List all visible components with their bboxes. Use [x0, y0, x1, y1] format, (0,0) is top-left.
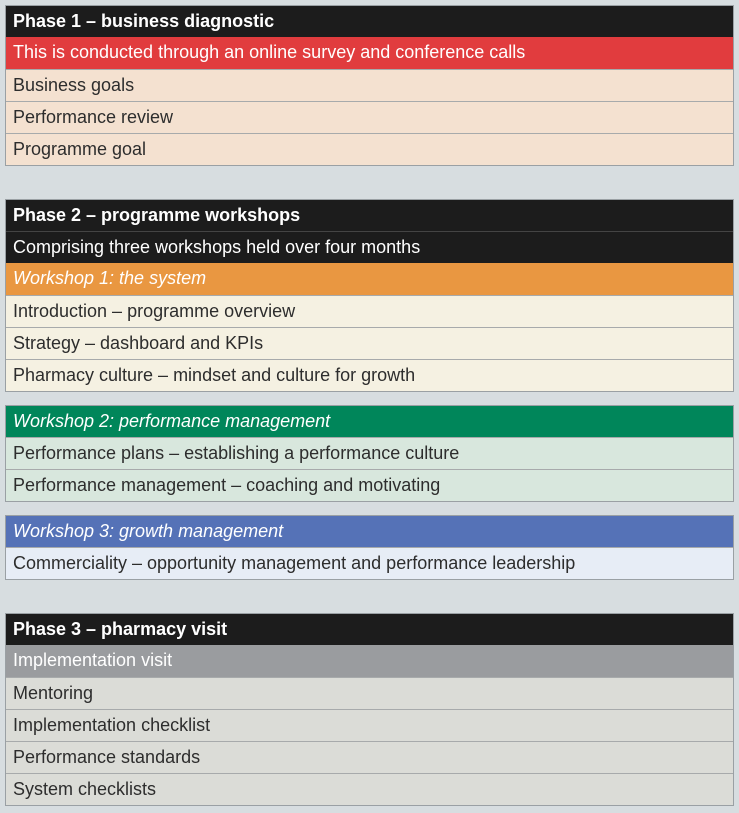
phase-1-item: Business goals: [6, 69, 733, 101]
phase-1-block: [5, 5, 734, 166]
phase-1-title: Phase 1 – business diagnostic: [6, 6, 733, 37]
phase-2-title: Phase 2 – programme workshops: [6, 200, 733, 231]
workshop-1-item: Introduction – programme overview: [6, 295, 733, 327]
phase-3-subtitle: Implementation visit: [6, 645, 733, 677]
phase-3-item: Implementation checklist: [6, 709, 733, 741]
workshop-1-item: Pharmacy culture – mindset and culture for growth: [6, 359, 733, 391]
phase-1-subtitle: This is conducted through an online survey and conference calls: [6, 37, 733, 69]
workshop-3-block: [5, 515, 734, 580]
phase-1-item: Programme goal: [6, 133, 733, 165]
workshop-1-title: Workshop 1: the system: [6, 263, 733, 295]
phase-2-block: [5, 199, 734, 392]
workshop-3-title: Workshop 3: growth management: [6, 516, 733, 547]
workshop-2-title: Workshop 2: performance management: [6, 406, 733, 437]
workshop-1-item: Strategy – dashboard and KPIs: [6, 327, 733, 359]
phase-3-block: [5, 613, 734, 806]
phase-3-item: System checklists: [6, 773, 733, 805]
workshop-3-item: Commerciality – opportunity management and performance leadership: [6, 547, 733, 579]
phase-2-subtitle: Comprising three workshops held over four months: [6, 231, 733, 263]
phase-3-item: Mentoring: [6, 677, 733, 709]
phase-1-item: Performance review: [6, 101, 733, 133]
workshop-2-item: Performance management – coaching and motivating: [6, 469, 733, 501]
phase-3-item: Performance standards: [6, 741, 733, 773]
workshop-2-block: [5, 405, 734, 502]
workshop-2-item: Performance plans – establishing a performance culture: [6, 437, 733, 469]
phase-3-title: Phase 3 – pharmacy visit: [6, 614, 733, 645]
